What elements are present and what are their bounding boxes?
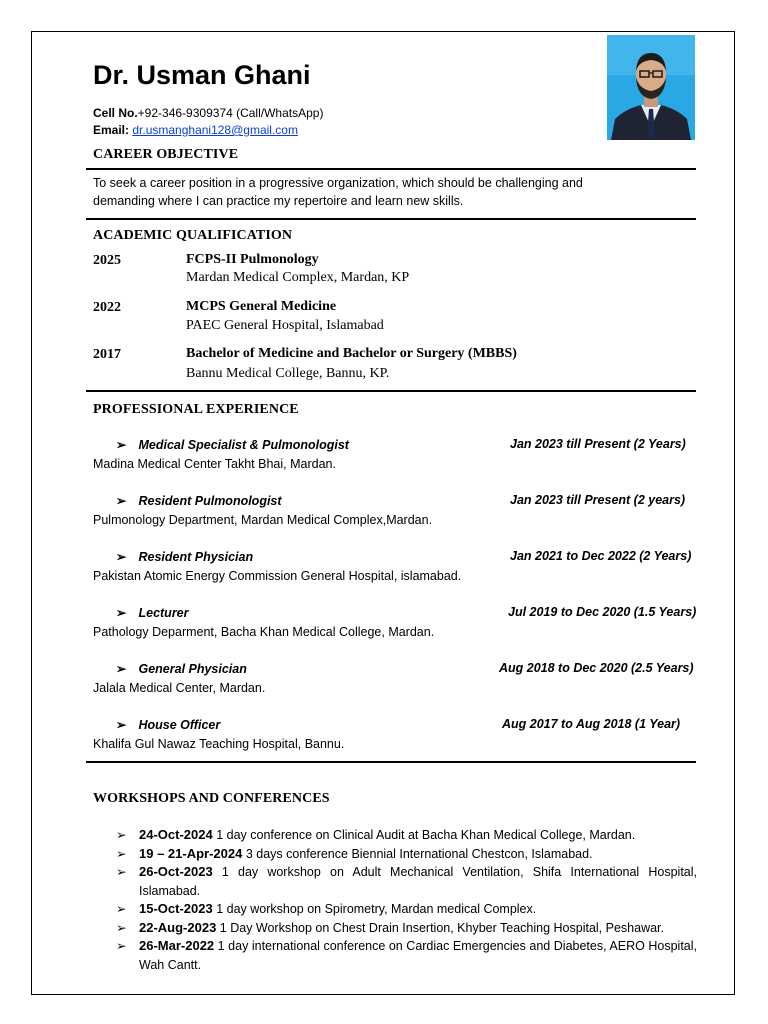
- workshop-text: 1 day workshop on Spirometry, Mardan medical Complex.: [212, 902, 537, 916]
- contact-email: [93, 123, 298, 137]
- experience-dates: Aug 2017 to Aug 2018 (1 Year): [502, 717, 681, 731]
- experience-role: [116, 605, 189, 620]
- academic-institution: Bannu Medical College, Bannu, KP.: [186, 366, 390, 381]
- experience-dates: Aug 2018 to Dec 2020 (2.5 Years): [499, 661, 694, 675]
- list-item: [116, 845, 697, 864]
- workshop-text: 1 day conference on Clinical Audit at Bacha Khan Medical College, Mardan.: [212, 828, 636, 842]
- workshops-heading: WORKSHOPS AND CONFERENCES: [93, 791, 330, 806]
- academic-degree: FCPS-II Pulmonology: [186, 252, 319, 267]
- email-label: Email:: [93, 123, 130, 137]
- bullet-arrow-icon: ➢: [116, 828, 127, 842]
- experience-place: Madina Medical Center Takht Bhai, Mardan.: [93, 457, 336, 471]
- academic-degree: Bachelor of Medicine and Bachelor or Surgery (MBBS): [186, 346, 517, 361]
- candidate-name: Dr. Usman Ghani: [93, 60, 311, 90]
- role-title: Medical Specialist & Pulmonologist: [138, 438, 349, 452]
- divider: [86, 168, 696, 170]
- workshop-date: 26-Oct-2023: [139, 864, 213, 879]
- academic-institution: PAEC General Hospital, Islamabad: [186, 318, 384, 333]
- bullet-arrow-icon: ➢: [116, 846, 127, 861]
- experience-dates: Jan 2023 till Present (2 Years): [510, 437, 686, 451]
- bullet-arrow-icon: ➢: [116, 718, 127, 732]
- profile-photo: [607, 35, 695, 140]
- bullet-arrow-icon: ➢: [116, 438, 127, 452]
- workshop-date: 19 – 21-Apr-2024: [139, 845, 243, 861]
- experience-dates: Jul 2019 to Dec 2020 (1.5 Years): [508, 605, 697, 619]
- divider: [86, 218, 696, 220]
- bullet-arrow-icon: ➢: [116, 939, 127, 953]
- divider: [86, 761, 696, 763]
- workshop-text: 3 days conference Biennial International Chestcon, Islamabad.: [242, 846, 593, 861]
- academic-institution: Mardan Medical Complex, Mardan, KP: [186, 270, 410, 285]
- career-objective-heading: CAREER OBJECTIVE: [93, 147, 239, 162]
- workshop-date: 15-Oct-2023: [139, 901, 213, 916]
- experience-role: [116, 493, 282, 508]
- role-title: Resident Pulmonologist: [138, 494, 282, 508]
- role-title: House Officer: [138, 718, 221, 732]
- bullet-arrow-icon: ➢: [116, 865, 127, 879]
- academic-year: 2017: [93, 347, 121, 362]
- experience-place: Pathology Deparment, Bacha Khan Medical College, Mardan.: [93, 625, 435, 639]
- role-title: Lecturer: [138, 606, 189, 620]
- academic-heading: ACADEMIC QUALIFICATION: [93, 228, 293, 243]
- email-link[interactable]: dr.usmanghani128@gmail.com: [132, 123, 298, 137]
- experience-dates: Jan 2023 till Present (2 years): [510, 493, 686, 507]
- workshop-date: 26-Mar-2022: [139, 938, 215, 953]
- workshop-date: 22-Aug-2023: [139, 919, 217, 935]
- experience-place: Jalala Medical Center, Mardan.: [93, 681, 266, 695]
- list-item: [116, 937, 697, 974]
- bullet-arrow-icon: ➢: [116, 902, 127, 916]
- workshop-text: 1 day international conference on Cardiac Emergencies and Diabetes, AERO Hospital, Wah Cantt.: [139, 939, 697, 972]
- academic-year: 2025: [93, 253, 121, 268]
- experience-role: [116, 549, 253, 564]
- list-item: [116, 863, 697, 900]
- workshop-text: 1 day workshop on Adult Mechanical Ventilation, Shifa International Hospital, Islamabad.: [139, 865, 697, 898]
- list-item: [116, 919, 697, 938]
- experience-place: Pakistan Atomic Energy Commission General Hospital, islamabad.: [93, 569, 462, 583]
- divider: [86, 390, 696, 392]
- role-title: General Physician: [138, 662, 247, 676]
- career-objective-text: [93, 174, 693, 210]
- bullet-arrow-icon: ➢: [116, 662, 127, 676]
- experience-role: [116, 661, 247, 676]
- cell-value: +92-346-9309374 (Call/WhatsApp): [137, 106, 324, 120]
- experience-place: Pulmonology Department, Mardan Medical Complex,Mardan.: [93, 513, 433, 527]
- list-item: [116, 826, 697, 845]
- objective-line-1: To seek a career position in a progressive organization, which should be challenging and: [93, 176, 583, 190]
- role-title: Resident Physician: [138, 550, 254, 564]
- bullet-arrow-icon: ➢: [116, 550, 127, 564]
- workshop-date: 24-Oct-2024: [139, 827, 213, 842]
- experience-dates: Jan 2021 to Dec 2022 (2 Years): [510, 549, 692, 563]
- academic-year: 2022: [93, 300, 121, 315]
- academic-degree: MCPS General Medicine: [186, 299, 337, 314]
- bullet-arrow-icon: ➢: [116, 920, 127, 935]
- bullet-arrow-icon: ➢: [116, 606, 127, 620]
- bullet-arrow-icon: ➢: [116, 494, 127, 508]
- experience-role: [116, 717, 220, 732]
- workshop-text: 1 Day Workshop on Chest Drain Insertion, Khyber Teaching Hospital, Peshawar.: [216, 920, 664, 935]
- experience-place: Khalifa Gul Nawaz Teaching Hospital, Bannu.: [93, 737, 345, 751]
- list-item: [116, 900, 697, 919]
- experience-heading: PROFESSIONAL EXPERIENCE: [93, 402, 299, 417]
- experience-role: [116, 437, 349, 452]
- contact-phone: [93, 106, 323, 120]
- cell-label: Cell No.: [93, 106, 138, 120]
- workshops-list: [116, 826, 697, 974]
- objective-line-2: demanding where I can practice my repertoire and learn new skills.: [93, 194, 464, 208]
